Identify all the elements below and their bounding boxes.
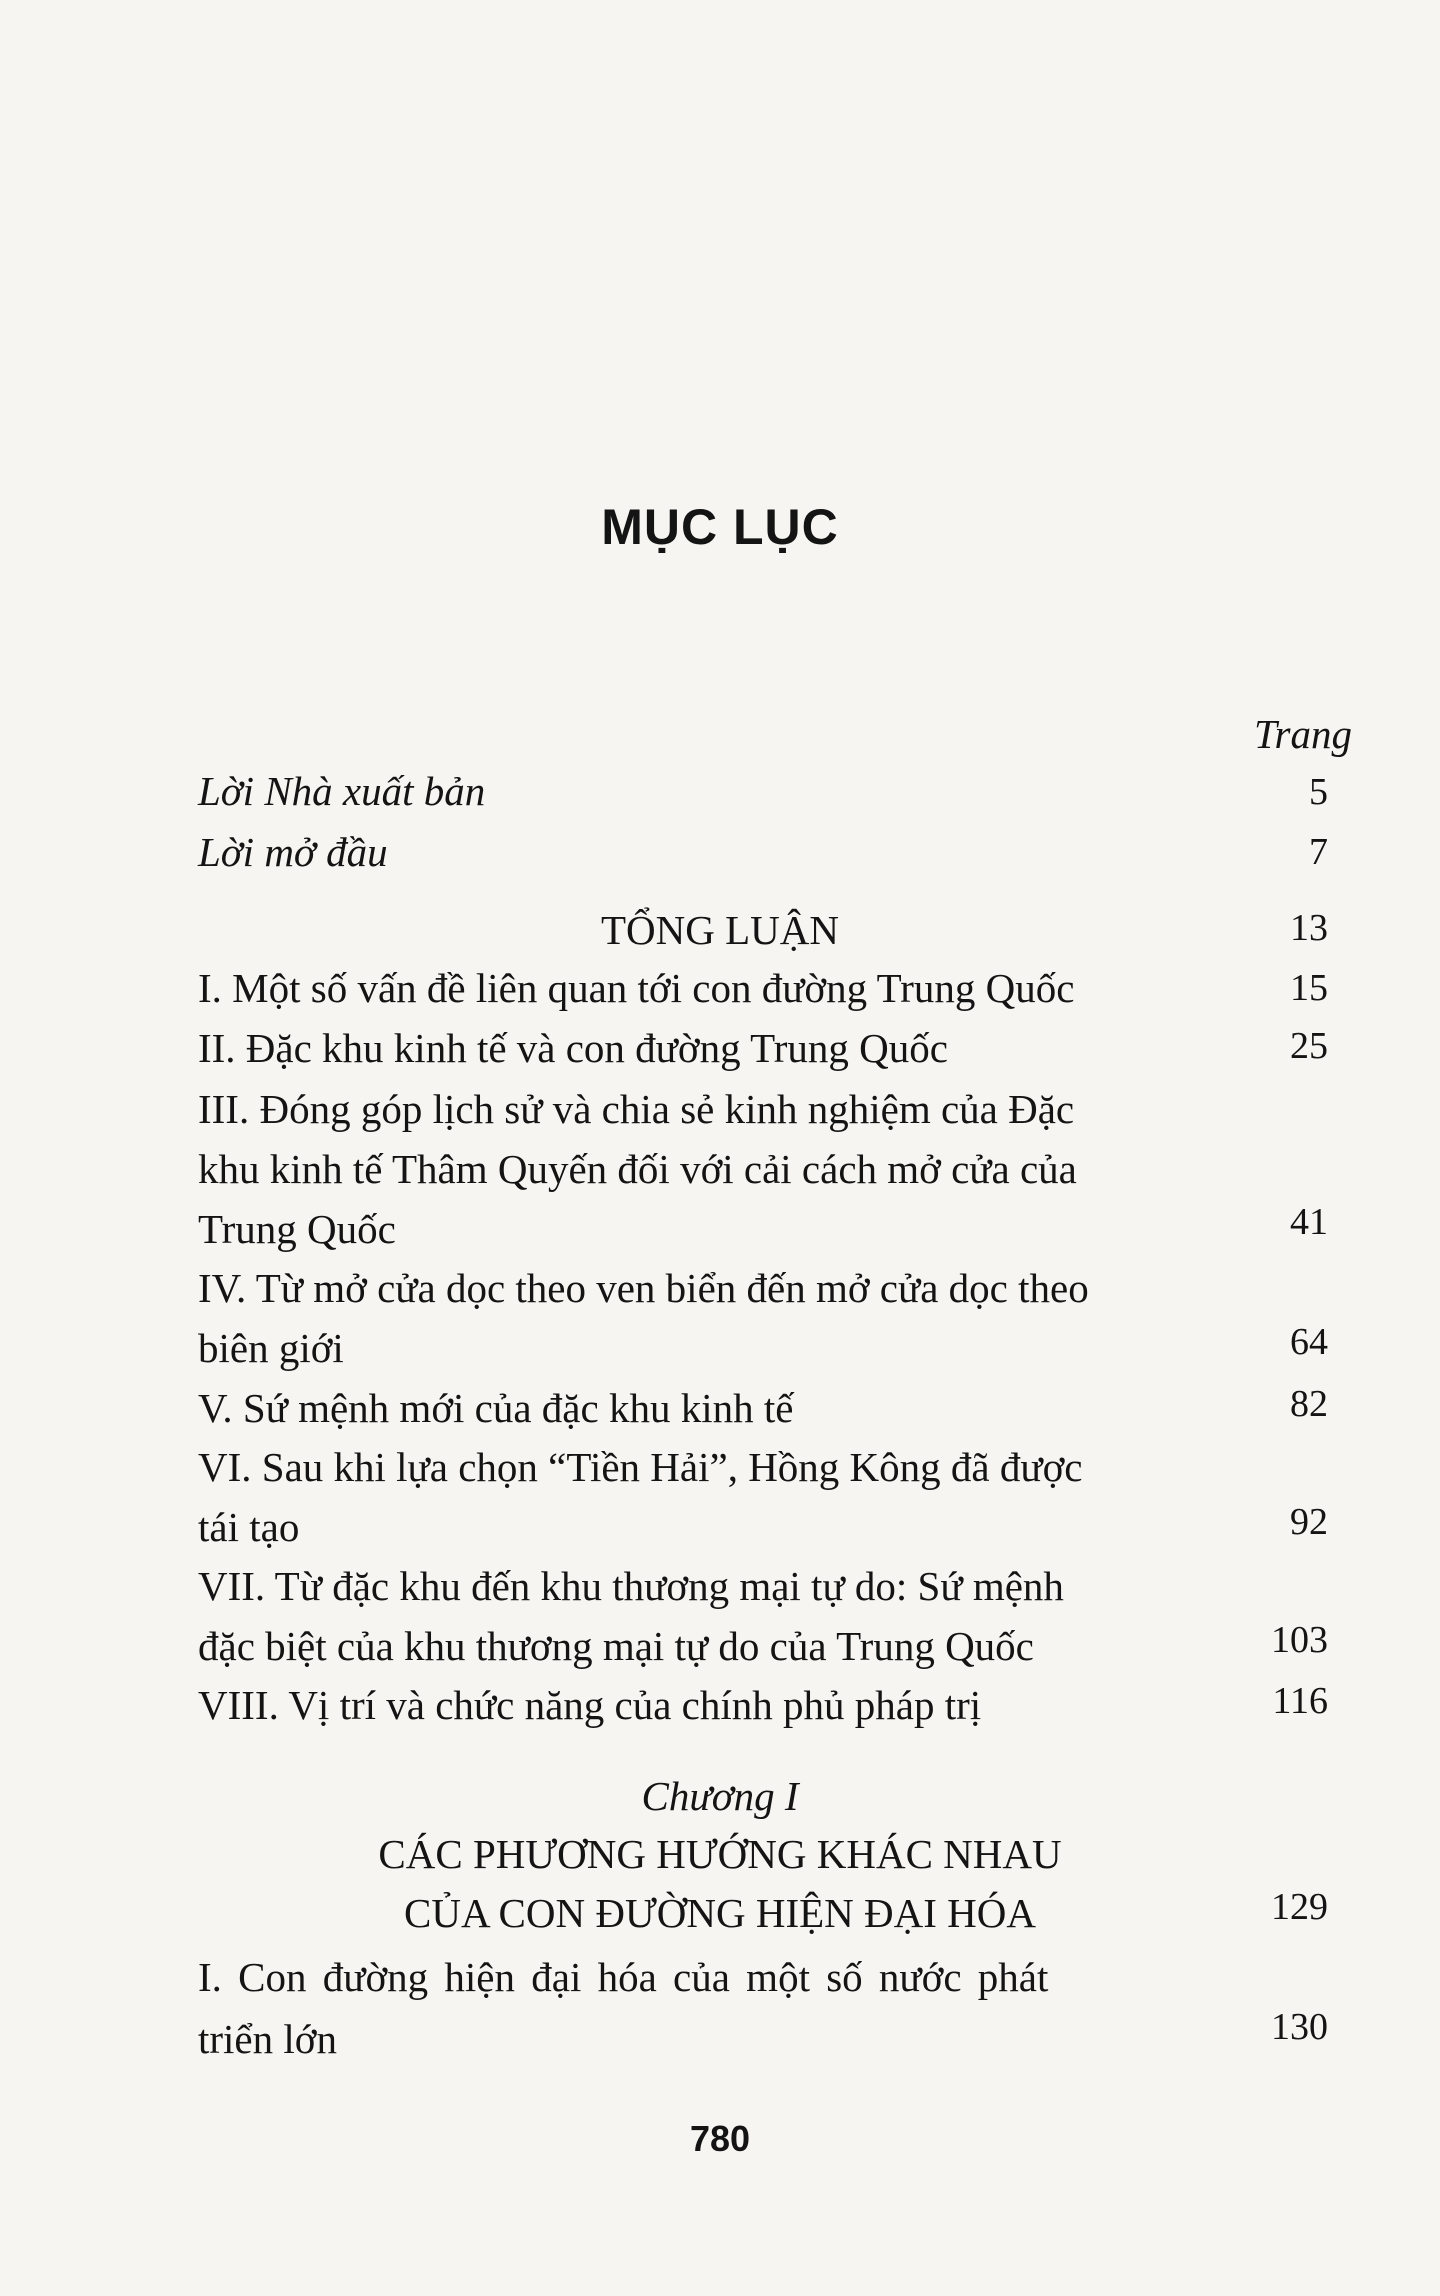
- toc-entry-page: 103: [1271, 1619, 1328, 1661]
- toc-entry-line: biên giới: [198, 1325, 344, 1371]
- toc-entry-page: 92: [1290, 1501, 1328, 1543]
- toc-entry-line: đặc biệt của khu thương mại tự do của Trung Quốc: [198, 1623, 1034, 1669]
- toc-entry-page: 41: [1290, 1201, 1328, 1243]
- chapter-title-line: CỦA CON ĐƯỜNG HIỆN ĐẠI HÓA: [404, 1890, 1036, 1936]
- page-number: 780: [689, 2118, 751, 2159]
- toc-entry-line: VII. Từ đặc khu đến khu thương mại tự do: Sứ mệnh: [198, 1563, 1064, 1609]
- toc-entry-page: 25: [1290, 1025, 1328, 1067]
- toc-section-heading: TỔNG LUẬN: [601, 907, 839, 953]
- toc-entry-page: 5: [1309, 771, 1328, 813]
- toc-entry-page: 7: [1309, 831, 1328, 873]
- toc-entry-page: 130: [1271, 2006, 1328, 2048]
- toc-entry-line: tái tạo: [198, 1504, 300, 1550]
- toc-entry-page: 82: [1290, 1383, 1328, 1425]
- toc-entry-line: IV. Từ mở cửa dọc theo ven biển đến mở cửa dọc theo: [198, 1265, 1089, 1311]
- page-column-label: Trang: [1254, 711, 1352, 757]
- chapter-title-line: CÁC PHƯƠNG HƯỚNG KHÁC NHAU: [378, 1831, 1062, 1877]
- toc-entry-text: VIII. Vị trí và chức năng của chính phủ pháp trị: [198, 1682, 982, 1728]
- toc-entry-page: 64: [1290, 1321, 1328, 1363]
- toc-entry-line: III. Đóng góp lịch sử và chia sẻ kinh nghiệm của Đặc: [198, 1086, 1075, 1132]
- toc-entry-line: VI. Sau khi lựa chọn “Tiền Hải”, Hồng Kông đã được: [198, 1444, 1083, 1490]
- toc-entry-line: I. Con đường hiện đại hóa của một số nước phát: [198, 1954, 1049, 2000]
- toc-entry-line: Trung Quốc: [198, 1206, 396, 1252]
- toc-entry-text: I. Một số vấn đề liên quan tới con đường Trung Quốc: [198, 965, 1075, 1011]
- toc-entry-page: 129: [1271, 1886, 1328, 1928]
- toc-entry-text: Lời mở đầu: [198, 829, 388, 875]
- toc-entry-line: khu kinh tế Thâm Quyến đối với cải cách mở cửa của: [198, 1146, 1077, 1192]
- toc-entry-page: 116: [1272, 1680, 1328, 1722]
- toc-entry-text: Lời Nhà xuất bản: [198, 768, 486, 814]
- toc-entry-text: V. Sứ mệnh mới của đặc khu kinh tế: [198, 1385, 794, 1431]
- toc-entry-page: 13: [1290, 907, 1328, 949]
- page-title: MỤC LỤC: [601, 499, 839, 555]
- toc-entry-line: triển lớn: [198, 2016, 337, 2062]
- chapter-label: Chương I: [641, 1773, 799, 1819]
- toc-entry-text: II. Đặc khu kinh tế và con đường Trung Quốc: [198, 1025, 948, 1071]
- toc-entry-page: 15: [1290, 967, 1328, 1009]
